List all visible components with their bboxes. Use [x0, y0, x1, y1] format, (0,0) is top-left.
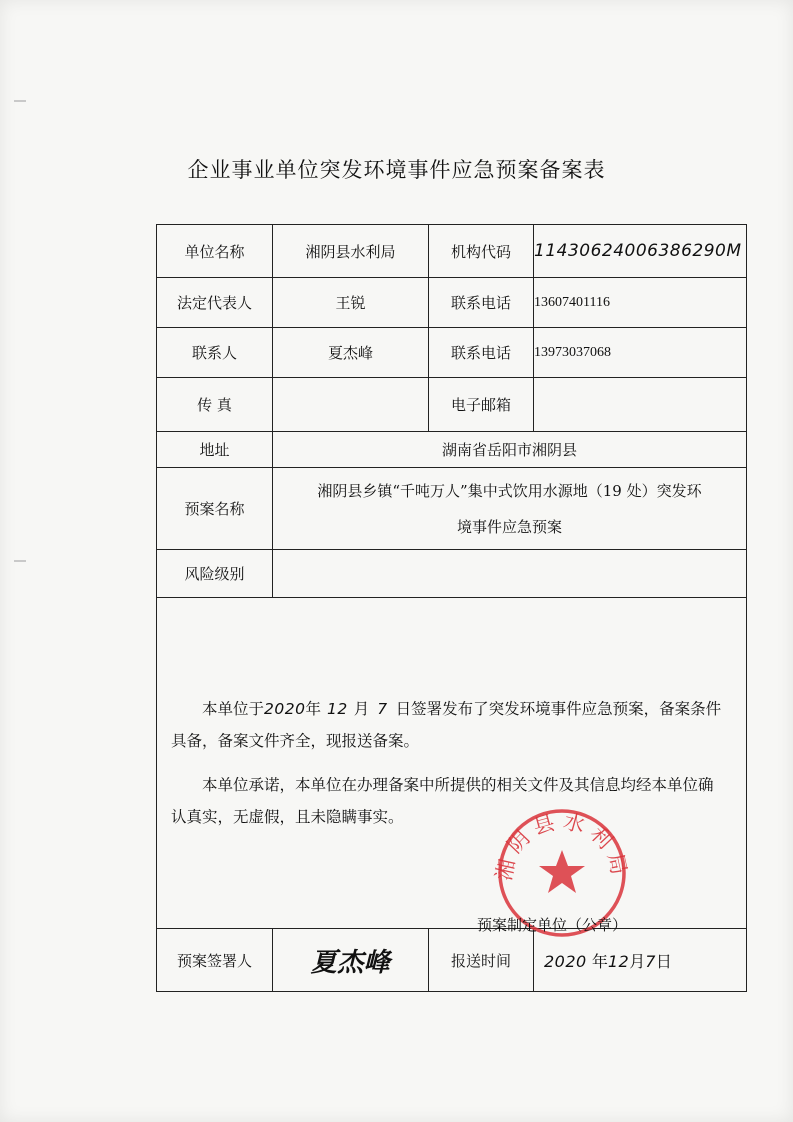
- phone2-label: 联系电话: [429, 328, 534, 378]
- plan-name-value: [273, 468, 747, 550]
- email-value: [534, 378, 747, 432]
- submit-day: 7: [645, 951, 656, 971]
- filing-form-table: [156, 224, 747, 992]
- address-label: 地址: [157, 432, 273, 468]
- unit-name-value: 湘阴县水利局: [273, 225, 429, 278]
- signed-day: 7: [377, 700, 388, 718]
- submit-time-value: 2020 年12月7日: [534, 929, 747, 992]
- plan-name-line2: 境事件应急预案: [456, 517, 562, 536]
- row-plan-name: [157, 468, 747, 550]
- address-value: 湖南省岳阳市湘阴县: [273, 432, 747, 468]
- contact-label: 联系人: [157, 328, 273, 378]
- row-signature: [157, 929, 747, 992]
- row-fax: [157, 378, 747, 432]
- row-risk-level: [157, 550, 747, 598]
- contact-value: 夏杰峰: [273, 328, 429, 378]
- unit-name-label: 单位名称: [157, 225, 273, 278]
- row-legal-rep: [157, 278, 747, 328]
- submit-month: 12: [607, 951, 630, 971]
- phone1-value: 13607401116: [534, 278, 747, 328]
- risk-level-label: 风险级别: [157, 550, 273, 598]
- seal-caption: 预案制定单位（公章）: [477, 916, 628, 934]
- row-statement: [157, 598, 747, 929]
- form-title: 企业事业单位突发环境事件应急预案备案表: [187, 158, 606, 182]
- risk-level-value: [273, 550, 747, 598]
- email-label: 电子邮箱: [429, 378, 534, 432]
- legal-rep-label: 法定代表人: [157, 278, 273, 328]
- seal-text: 湘阴县水利局: [491, 808, 633, 883]
- org-code-value: 11430624006386290M: [534, 225, 747, 278]
- phone2-value: 13973037068: [534, 328, 747, 378]
- phone1-label: 联系电话: [429, 278, 534, 328]
- org-code-label: 机构代码: [429, 225, 534, 278]
- row-address: [157, 432, 747, 468]
- submit-time-label: 报送时间: [429, 929, 534, 992]
- signed-year: 2020: [264, 700, 306, 718]
- signer-handwriting: 夏杰峰: [310, 947, 391, 978]
- row-unit-name: [157, 225, 747, 278]
- statement-cell: [157, 598, 747, 934]
- binding-mark: [14, 100, 26, 102]
- binding-mark: [14, 560, 26, 562]
- fax-value: [273, 378, 429, 432]
- plan-name-label: 预案名称: [157, 468, 273, 550]
- plan-name-line1: 湘阴县乡镇“千吨万人”集中式饮用水源地（19 处）突发环: [317, 481, 702, 500]
- signer-signature: [273, 929, 429, 992]
- legal-rep-value: 王锐: [273, 278, 429, 328]
- signed-month: 12: [326, 700, 348, 718]
- statement-paragraph-1: 本单位于2020年 12 月 7 日签署发布了突发环境事件应急预案，备案条件具备，备案文件齐全，现报送备案。: [171, 700, 722, 750]
- submit-year: 2020: [544, 951, 587, 971]
- statement-paragraph-2: 本单位承诺，本单位在办理备案中所提供的相关文件及其信息均经本单位确认真实，无虚假，且未隐瞒事实。: [171, 776, 714, 826]
- fax-label: 传 真: [157, 378, 273, 432]
- signer-label: 预案签署人: [157, 929, 273, 992]
- row-contact: [157, 328, 747, 378]
